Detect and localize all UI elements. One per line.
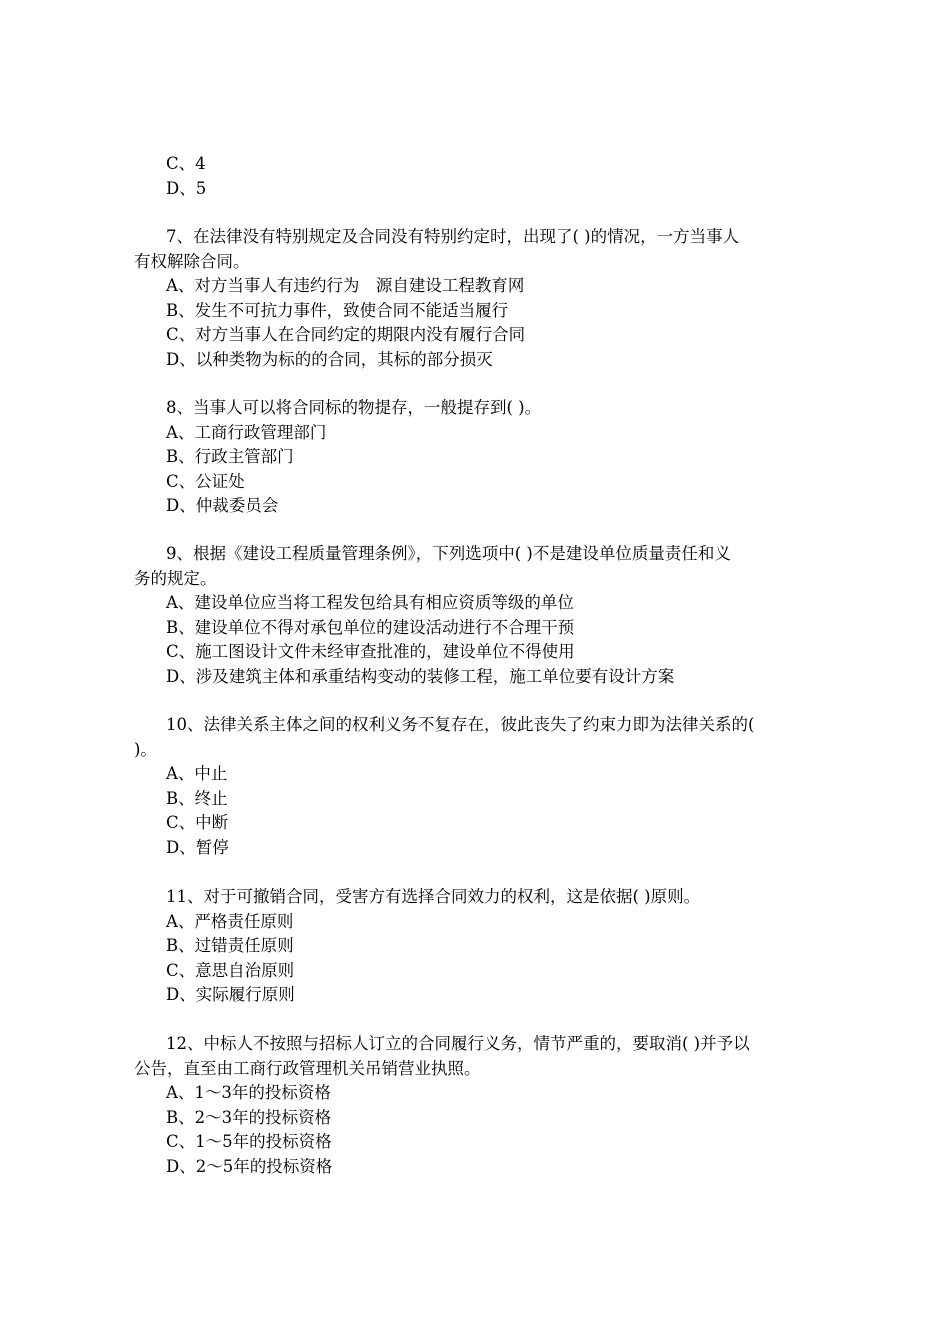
question-text-cont: 务的规定。: [134, 568, 217, 588]
option-c: C、施工图设计文件未经审查批准的，建设单位不得使用: [166, 642, 575, 661]
question-text: 12、中标人不按照与招标人订立的合同履行义务，情节严重的，要取消( )并予以: [166, 1034, 750, 1053]
option-d: D、仲裁委员会: [166, 496, 279, 515]
question-text: 10、法律关系主体之间的权利义务不复存在，彼此丧失了约束力即为法律关系的(: [166, 715, 755, 734]
question-text-cont: )。: [134, 739, 157, 759]
question-text-cont: 公告，直至由工商行政管理机关吊销营业执照。: [134, 1058, 481, 1078]
option-c: C、4: [166, 154, 206, 173]
option-c: C、1～5年的投标资格: [166, 1132, 332, 1151]
option-a: A、严格责任原则: [166, 911, 294, 931]
option-b: B、2～3年的投标资格: [166, 1107, 332, 1127]
question-text-cont: 有权解除合同。: [134, 251, 250, 271]
question-8: [134, 396, 834, 519]
question-text: 11、对于可撤销合同，受害方有选择合同效力的权利，这是依据( )原则。: [166, 887, 701, 906]
option-a: A、工商行政管理部门: [166, 422, 327, 442]
option-d: D、实际履行原则: [166, 985, 295, 1004]
option-d: D、涉及建筑主体和承重结构变动的装修工程，施工单位要有设计方案: [166, 666, 675, 686]
question-10: [134, 713, 834, 860]
option-d: D、2～5年的投标资格: [166, 1156, 333, 1176]
question-text: 9、根据《建设工程质量管理条例》，下列选项中( )不是建设单位质量责任和义: [166, 544, 731, 563]
question-7: [134, 225, 834, 372]
question-text: 8、当事人可以将合同标的物提存，一般提存到( )。: [166, 398, 542, 417]
option-c: C、意思自治原则: [166, 960, 295, 980]
option-b: B、建设单位不得对承包单位的建设活动进行不合理干预: [166, 617, 575, 637]
question-11: [134, 885, 834, 1008]
option-c: C、中断: [166, 813, 229, 832]
option-b: B、过错责任原则: [166, 936, 294, 955]
option-d: D、5: [166, 178, 207, 198]
question-9: [134, 542, 834, 689]
option-c: C、对方当事人在合同约定的期限内没有履行合同: [166, 325, 526, 344]
option-b: B、发生不可抗力事件，致使合同不能适当履行: [166, 300, 509, 320]
option-d: D、暂停: [166, 837, 229, 857]
question-text: 7、在法律没有特别规定及合同没有特别约定时，出现了( )的情况，一方当事人: [166, 227, 740, 246]
option-b: B、行政主管部门: [166, 447, 294, 466]
option-c: C、公证处: [166, 471, 245, 491]
option-a: A、对方当事人有违约行为 源自建设工程教育网: [166, 276, 525, 295]
option-d: D、以种类物为标的的合同，其标的部分损灭: [166, 349, 493, 369]
leading-options: [134, 152, 834, 201]
question-12: [134, 1032, 834, 1179]
option-a: A、中止: [166, 764, 228, 783]
option-b: B、终止: [166, 788, 228, 808]
option-a: A、1～3年的投标资格: [166, 1083, 331, 1102]
option-a: A、建设单位应当将工程发包给具有相应资质等级的单位: [166, 593, 574, 612]
